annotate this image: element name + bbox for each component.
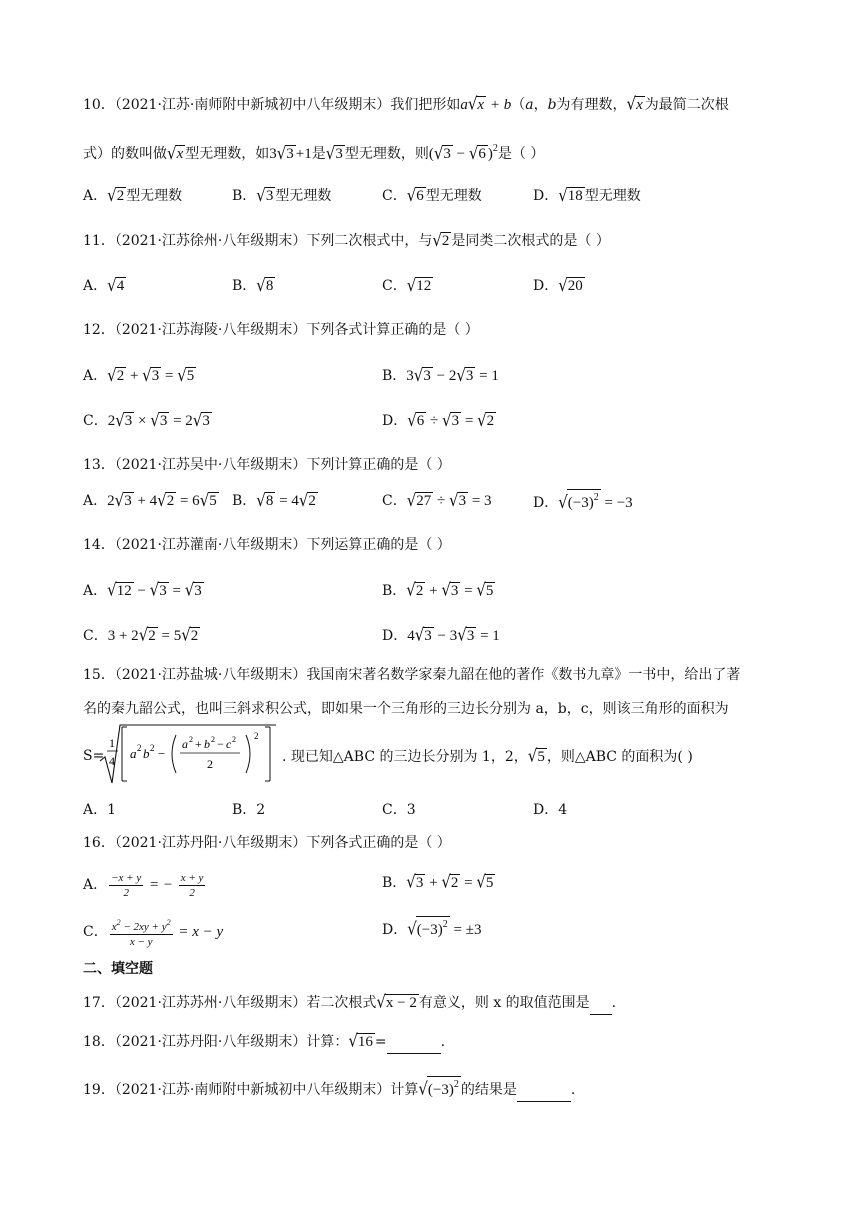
svg-text:2: 2 [254, 731, 259, 741]
q15-line3: S= [83, 748, 105, 764]
q16-option-b: B．√3 + √2 = √5 [382, 871, 494, 893]
q15-line1: 15．（2021·江苏盐城·八年级期末）我国南宋著名数学家秦九韶在他的著作《数书九章》一书中，给出了著 [83, 667, 741, 683]
formula: √6 [406, 184, 424, 206]
svg-text:b: b [143, 746, 150, 761]
q12-stem: 12．（2021·江苏海陵·八年级期末）下列各式计算正确的是（ ） [83, 322, 479, 338]
q14-stem: 14．（2021·江苏灌南·八年级期末）下列运算正确的是（ ） [83, 537, 451, 553]
qin-jiushao-formula [98, 721, 278, 787]
q11-option-c: C．√12 [382, 274, 432, 296]
svg-text:2: 2 [189, 735, 193, 744]
svg-text:2: 2 [211, 735, 215, 744]
q10-line2: 式）的数叫做√x 型无理数，如3√3 +1是√3 型无理数，则(√3 − √6 )$^2$是（ ） [83, 142, 545, 164]
q18: 18．（2021·江苏丹阳·八年级期末）计算：√16 = . [83, 1030, 445, 1054]
formula: √2 [107, 184, 125, 206]
svg-text:2: 2 [207, 757, 213, 771]
q16-stem: 16．（2021·江苏丹阳·八年级期末）下列各式正确的是（ ） [83, 835, 451, 851]
q14-option-d: D．4√3 − 3√3 = 1 [382, 624, 500, 646]
q15-option-b: B．2 [232, 802, 266, 818]
q13-option-c: C．√27 ÷ √3 = 3 [382, 489, 492, 511]
q12-option-b: B．3√3 − 2√3 = 1 [382, 364, 499, 386]
section-heading: 二、填空题 [83, 961, 153, 977]
q15-line3-rest: . 现已知△ABC 的三边长分别为 1，2，√5 ，则△ABC 的面积为( ) [282, 745, 693, 767]
q14-option-a: A．√12 − √3 = √3 [83, 579, 202, 601]
q11-option-b: B．√8 [232, 274, 274, 296]
formula: 3√3 +1 [269, 142, 312, 164]
formula: a√x + b [460, 93, 512, 115]
svg-text:c: c [226, 737, 232, 751]
q19: 19．（2021·江苏·南师附中新城初中八年级期末）计算$√(-3)^2$ 的结果是 . [83, 1076, 575, 1102]
svg-text:−: − [217, 737, 224, 751]
answer-blank[interactable] [517, 1079, 571, 1102]
q17: 17．（2021·江苏苏州·八年级期末）若二次根式√x − 2 有意义，则 x 的取值范围是 . [83, 991, 616, 1015]
svg-text:2: 2 [150, 743, 155, 753]
svg-text:2: 2 [232, 735, 236, 744]
q15-line2: 名的秦九韶公式，也叫三斜求积公式，即如果一个三角形的三边长分别为 a，b，c，则该三角形的面积为 [83, 701, 729, 717]
q15-option-d: D．4 [533, 802, 568, 818]
q16-option-d: D．$√(-3)^2 = \pm 3$ [382, 916, 481, 941]
q13-stem: 13．（2021·江苏吴中·八年级期末）下列计算正确的是（ ） [83, 457, 451, 473]
q10-option-d: D．√18 型无理数 [533, 184, 641, 206]
q11-option-d: D．√20 [533, 274, 583, 296]
q16-option-c: C． $\frac{x^2 - 2xy + y^2}{x - y}$ = x − y [83, 918, 224, 948]
q11-stem: 11．（2021·江苏徐州·八年级期末）下列二次根式中，与√2 是同类二次根式的是（ ） [83, 229, 610, 251]
q14-option-c: C．3 + 2√2 = 5√2 [83, 624, 199, 646]
q10-option-c: C．√6 型无理数 [382, 184, 482, 206]
q13-option-a: A．2√3 + 4√2 = 6√5 [83, 489, 217, 511]
q10-line1: 10．（2021·江苏·南师附中新城初中八年级期末）我们把形如a√x + b（a，b为有理数，√x 为最简二次根 [83, 93, 729, 115]
svg-text:a: a [182, 737, 188, 751]
q14-option-b: B．√2 + √3 = √5 [382, 579, 494, 601]
formula: √3 [256, 184, 274, 206]
answer-blank[interactable] [387, 1031, 441, 1054]
q15-option-c: C．3 [382, 802, 416, 818]
formula: √x [626, 93, 643, 115]
q10-option-b: B．√3 型无理数 [232, 184, 332, 206]
svg-text:2: 2 [137, 743, 142, 753]
svg-text:−: − [158, 746, 166, 761]
q13-option-d: D．$√(-3)^2 = -3$ [533, 489, 633, 514]
svg-text:a: a [130, 746, 137, 761]
formula: (√3 − √6 )$^2$ [428, 142, 498, 164]
formula: √3 [325, 142, 343, 164]
q15-option-a: A．1 [83, 802, 117, 818]
formula: √2 [432, 229, 450, 251]
q10-option-a: A．√2 型无理数 [83, 184, 183, 206]
svg-text:+: + [195, 737, 202, 751]
formula: √x [167, 142, 184, 164]
q16-option-a: A． $\frac{-x + y}{2}$ = − $\frac{x + y}{2}$ [83, 872, 204, 899]
answer-blank[interactable] [590, 992, 612, 1015]
q12-option-c: C．2√3 × √3 = 2√3 [83, 409, 210, 431]
svg-text:b: b [204, 737, 210, 751]
svg-text:1: 1 [109, 736, 115, 750]
q12-option-d: D．√6 ÷ √3 = √2 [382, 409, 495, 431]
formula: √18 [558, 184, 583, 206]
svg-text:4: 4 [109, 754, 115, 768]
q13-option-b: B．√8 = 4√2 [232, 489, 316, 511]
q11-option-a: A．√4 [83, 274, 125, 296]
q12-option-a: A．√2 + √3 = √5 [83, 364, 195, 386]
